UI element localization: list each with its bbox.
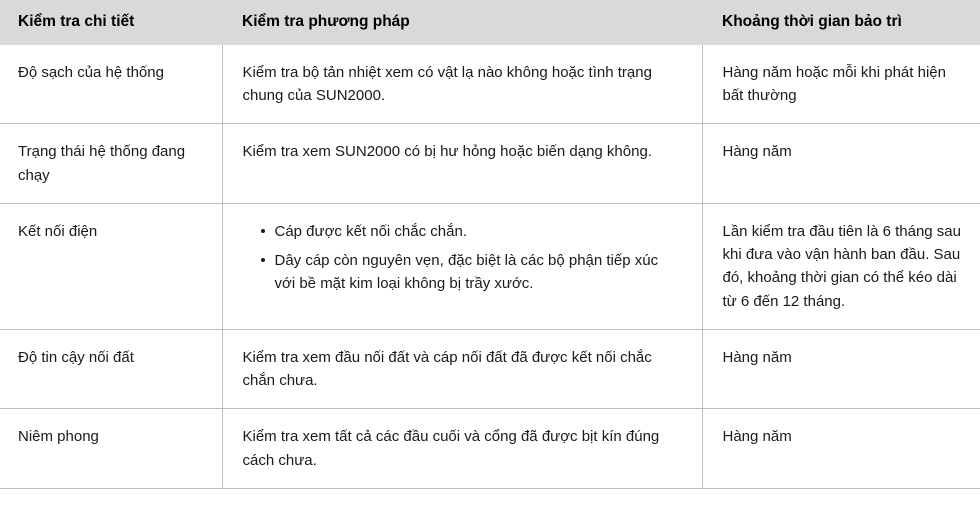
table-header-row [0, 0, 980, 45]
cell-inspection-method [222, 45, 702, 124]
cell-inspection-method [222, 409, 702, 489]
cell-method-text: Kiểm tra bộ tản nhiệt xem có vật lạ nào không hoặc tình trạng chung của SUN2000. [242, 63, 652, 105]
table-row [0, 124, 980, 204]
cell-inspection-item: Niêm phong [0, 409, 222, 489]
cell-inspection-method [222, 124, 702, 204]
method-bullet-list [243, 220, 680, 296]
column-header-inspection-item: Kiểm tra chi tiết [0, 0, 222, 45]
cell-inspection-item: Trạng thái hệ thống đang chạy [0, 124, 222, 204]
table-row [0, 329, 980, 409]
table-header [0, 0, 980, 45]
column-header-maintenance-interval: Khoảng thời gian bảo trì [702, 0, 980, 45]
cell-method-text: Kiểm tra xem đầu nối đất và cáp nối đất đã được kết nối chắc chắn chưa. [242, 348, 652, 390]
list-item: Cáp được kết nối chắc chắn. [261, 220, 680, 243]
cell-inspection-item: Kết nối điện [0, 203, 222, 329]
cell-maintenance-interval: Hàng năm hoặc mỗi khi phát hiện bất thường [702, 45, 980, 124]
cell-maintenance-interval: Hàng năm [702, 124, 980, 204]
cell-inspection-item: Độ sạch của hệ thống [0, 45, 222, 124]
cell-maintenance-interval: Hàng năm [702, 409, 980, 489]
table-row [0, 45, 980, 124]
table-body [0, 45, 980, 489]
cell-inspection-method [222, 203, 702, 329]
column-header-inspection-method: Kiểm tra phương pháp [222, 0, 702, 45]
cell-inspection-item: Độ tin cậy nối đất [0, 329, 222, 409]
table-row [0, 203, 980, 329]
cell-method-text: Kiểm tra xem SUN2000 có bị hư hỏng hoặc biến dạng không. [242, 143, 652, 161]
cell-maintenance-interval: Lần kiểm tra đầu tiên là 6 tháng sau khi đưa vào vận hành ban đầu. Sau đó, khoảng thời gian có thể kéo dài từ 6 đến 12 tháng. [702, 203, 980, 329]
cell-inspection-method [222, 329, 702, 409]
list-item: Dây cáp còn nguyên vẹn, đặc biệt là các bộ phận tiếp xúc với bề mặt kim loại không bị trầy xước. [261, 249, 680, 296]
table-row [0, 409, 980, 489]
cell-method-text: Kiểm tra xem tất cả các đầu cuối và cổng đã được bịt kín đúng cách chưa. [242, 428, 660, 469]
cell-maintenance-interval: Hàng năm [702, 329, 980, 409]
